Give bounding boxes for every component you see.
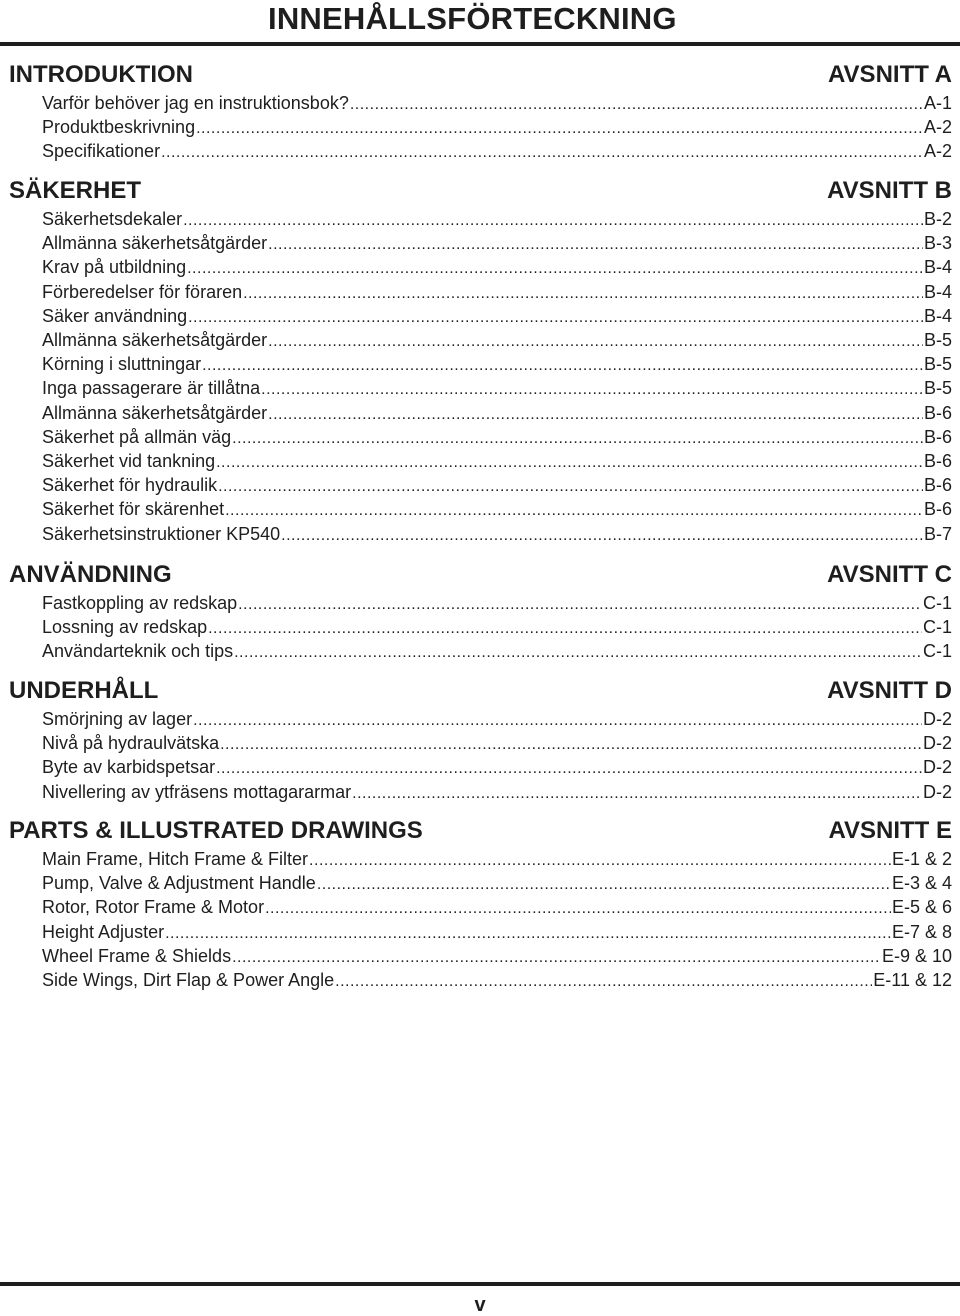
- dot-leader: [208, 617, 922, 641]
- section-title: ANVÄNDNING: [9, 561, 172, 588]
- toc-entry[interactable]: [42, 328, 952, 352]
- toc-entry[interactable]: [42, 280, 952, 304]
- dot-leader: [220, 733, 922, 757]
- toc-entry-title: Lossning av redskap: [42, 617, 208, 638]
- toc-entry-page: B-6: [923, 426, 952, 447]
- toc-entry-page: A-1: [923, 93, 952, 113]
- dot-leader: [218, 475, 923, 499]
- dot-leader: [268, 403, 923, 427]
- dot-leader: [216, 757, 922, 781]
- toc-entry-title: Förberedelser för föraren: [42, 281, 243, 302]
- toc-entry-page: D-2: [922, 709, 952, 729]
- dot-leader: [202, 354, 923, 378]
- dot-leader: [187, 257, 923, 281]
- toc-entry-title: Säkerhet vid tankning: [42, 451, 216, 471]
- toc-entry-page: B-6: [923, 402, 952, 423]
- toc-entry-title: Säkerhet på allmän väg: [42, 426, 232, 447]
- toc-entry[interactable]: [42, 304, 952, 328]
- dot-leader: [243, 282, 923, 306]
- toc-entry[interactable]: [42, 920, 952, 944]
- dot-leader: [234, 641, 922, 665]
- toc-entry-title: Pump, Valve & Adjustment Handle: [42, 873, 316, 894]
- toc-entry-page: B-4: [923, 257, 952, 278]
- dot-leader: [317, 873, 891, 897]
- toc-entry-title: Krav på utbildning: [42, 257, 187, 278]
- toc-entry-page: B-6: [923, 475, 952, 496]
- toc-entry-title: Rotor, Rotor Frame & Motor: [42, 897, 265, 918]
- toc-entry[interactable]: [42, 449, 952, 473]
- toc-entry-title: Säker användning: [42, 305, 188, 326]
- section-title: SÄKERHET: [9, 177, 142, 204]
- toc-entry[interactable]: [42, 376, 952, 400]
- section-label: AVSNITT C: [827, 561, 952, 588]
- dot-leader: [238, 593, 922, 617]
- toc-entry-page: B-7: [923, 523, 952, 544]
- dot-leader: [232, 946, 881, 970]
- toc-entry-title: Byte av karbidspetsar: [42, 757, 216, 778]
- section-title: UNDERHÅLL: [9, 677, 159, 704]
- toc-entry-page: B-6: [923, 499, 952, 520]
- section-label: AVSNITT A: [828, 61, 952, 88]
- toc-entry[interactable]: [42, 473, 952, 497]
- toc-entry-page: B-4: [923, 281, 952, 302]
- toc-entry-page: B-3: [923, 233, 952, 254]
- dot-leader: [281, 524, 923, 548]
- toc-entry-page: E-5 & 6: [891, 897, 952, 918]
- dot-leader: [193, 709, 922, 733]
- toc-entry-title: Inga passagerare är tillåtna: [42, 378, 261, 399]
- toc-entry-page: D-2: [922, 781, 952, 802]
- toc-entry-page: B-5: [923, 378, 952, 399]
- toc-entry-title: Allmänna säkerhetsåtgärder: [42, 402, 268, 423]
- toc-entry-page: B-5: [923, 354, 952, 375]
- toc-entry-page: C-1: [922, 593, 952, 613]
- toc-entry[interactable]: [42, 522, 952, 546]
- toc-entry-title: Nivellering av ytfräsens mottagararmar: [42, 781, 352, 802]
- toc-entry[interactable]: [42, 115, 952, 139]
- section-heading: [9, 816, 952, 846]
- toc-entry-page: B-6: [923, 451, 952, 471]
- toc-entry[interactable]: [42, 139, 952, 163]
- toc-entry[interactable]: [42, 780, 952, 804]
- dot-leader: [309, 849, 891, 873]
- section-title: INTRODUKTION: [9, 61, 193, 88]
- dot-leader: [216, 451, 923, 475]
- section-label: AVSNITT D: [827, 677, 952, 704]
- toc-entry-title: Användarteknik och tips: [42, 641, 234, 662]
- toc-entry[interactable]: [42, 871, 952, 895]
- toc-entry-page: D-2: [922, 733, 952, 754]
- toc-entry-title: Side Wings, Dirt Flap & Power Angle: [42, 970, 335, 990]
- section-heading: [9, 676, 952, 706]
- toc-entry-title: Main Frame, Hitch Frame & Filter: [42, 849, 309, 869]
- toc-entry[interactable]: [42, 731, 952, 755]
- toc-entry-title: Säkerhetsinstruktioner KP540: [42, 523, 281, 544]
- toc-entry-page: E-1 & 2: [891, 849, 952, 869]
- footer-page-number: v: [474, 1294, 486, 1316]
- toc-entry-page: B-2: [923, 209, 952, 229]
- dot-leader: [183, 209, 923, 233]
- dot-leader: [161, 141, 923, 165]
- section-heading: [9, 60, 952, 90]
- toc-entry[interactable]: [42, 231, 952, 255]
- section-heading: [9, 560, 952, 590]
- toc-entry[interactable]: [42, 91, 952, 115]
- dot-leader: [261, 378, 923, 402]
- dot-leader: [265, 897, 891, 921]
- dot-leader: [225, 499, 923, 523]
- toc-entry[interactable]: [42, 615, 952, 639]
- page-title: INNEHÅLLSFÖRTECKNING: [268, 1, 677, 36]
- toc-entry[interactable]: [42, 847, 952, 871]
- toc-entry[interactable]: [42, 497, 952, 521]
- section-label: AVSNITT E: [828, 817, 952, 844]
- toc-entry[interactable]: [42, 895, 952, 919]
- section-label: AVSNITT B: [827, 177, 952, 204]
- toc-entry-title: Varför behöver jag en instruktionsbok?: [42, 93, 349, 113]
- toc-entry-title: Wheel Frame & Shields: [42, 945, 232, 966]
- toc-entry-title: Specifikationer: [42, 141, 161, 162]
- toc-entry-page: C-1: [922, 617, 952, 638]
- section-title: PARTS & ILLUSTRATED DRAWINGS: [9, 817, 423, 844]
- dot-leader: [268, 233, 923, 257]
- dot-leader: [232, 427, 923, 451]
- toc-entry-page: D-2: [922, 757, 952, 778]
- page-title-bar: [0, 0, 960, 36]
- toc-entry-page: E-9 & 10: [881, 945, 952, 966]
- toc-entry-title: Körning i sluttningar: [42, 354, 202, 375]
- toc-entry-page: A-2: [923, 141, 952, 162]
- toc-entry-title: Säkerhet för skärenhet: [42, 499, 225, 520]
- toc-entry[interactable]: [42, 707, 952, 731]
- toc-entry[interactable]: [42, 425, 952, 449]
- toc-entry-title: Säkerhetsdekaler: [42, 209, 183, 229]
- toc-entry[interactable]: [42, 755, 952, 779]
- toc-entry[interactable]: [42, 944, 952, 968]
- toc-entry-title: Smörjning av lager: [42, 709, 193, 729]
- dot-leader: [165, 922, 891, 946]
- toc-entry-title: Nivå på hydraulvätska: [42, 733, 220, 754]
- toc-entry-title: Allmänna säkerhetsåtgärder: [42, 330, 268, 350]
- toc-entry[interactable]: [42, 591, 952, 615]
- dot-leader: [188, 306, 923, 330]
- toc-entry-page: E-11 & 12: [873, 970, 952, 990]
- toc-entry[interactable]: [42, 401, 952, 425]
- toc-entry[interactable]: [42, 968, 952, 992]
- toc-entry[interactable]: [42, 255, 952, 279]
- toc-entry-page: B-5: [923, 330, 952, 350]
- toc-entry-title: Säkerhet för hydraulik: [42, 475, 218, 496]
- toc-entry[interactable]: [42, 207, 952, 231]
- toc-entry-title: Fastkoppling av redskap: [42, 593, 238, 613]
- section-heading: [9, 176, 952, 206]
- dot-leader: [268, 330, 923, 354]
- footer-divider: [0, 1282, 960, 1286]
- toc-entry-title: Produktbeskrivning: [42, 117, 196, 138]
- dot-leader: [196, 117, 923, 141]
- toc-entry-title: Height Adjuster: [42, 921, 165, 942]
- toc-entry-page: E-7 & 8: [891, 921, 952, 942]
- toc-entry-page: B-4: [923, 305, 952, 326]
- dot-leader: [350, 93, 923, 117]
- toc-entry[interactable]: [42, 639, 952, 663]
- toc-entry-title: Allmänna säkerhetsåtgärder: [42, 233, 268, 254]
- toc-entry-page: A-2: [923, 117, 952, 138]
- toc-entry[interactable]: [42, 352, 952, 376]
- title-divider: [0, 42, 960, 46]
- dot-leader: [335, 970, 872, 994]
- toc-entry-page: E-3 & 4: [891, 873, 952, 894]
- toc-entry-page: C-1: [922, 641, 952, 662]
- dot-leader: [352, 782, 922, 806]
